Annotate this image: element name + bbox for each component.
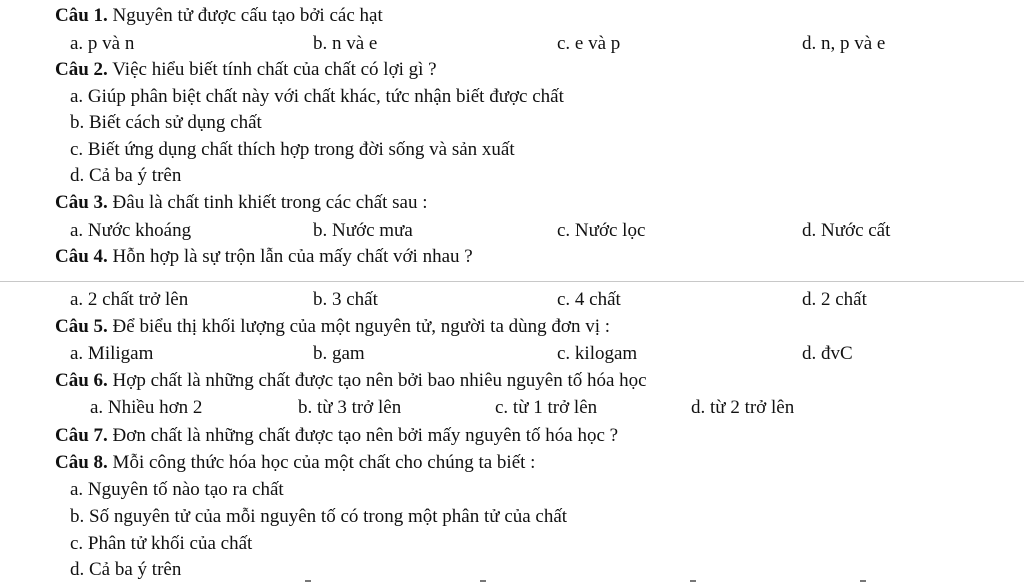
- option: b. gam: [313, 343, 365, 364]
- question-number: Câu 1.: [55, 5, 108, 26]
- question-8: [55, 452, 535, 474]
- question-text: Đơn chất là những chất được tạo nên bởi mấy nguyên tố hóa học ?: [112, 425, 619, 446]
- page-divider: [0, 281, 1024, 282]
- question-5: [55, 316, 610, 338]
- option: d. Cả ba ý trên: [70, 165, 182, 186]
- option: b. Biết cách sử dụng chất: [70, 112, 262, 133]
- option: b. Nước mưa: [313, 220, 413, 241]
- option: c. Biết ứng dụng chất thích hợp trong đời sống và sản xuất: [70, 139, 515, 160]
- cut-off-text-fragments: [0, 580, 1024, 587]
- question-number: Câu 5.: [55, 316, 108, 337]
- option: d. 2 chất: [802, 289, 867, 310]
- option: a. Nguyên tố nào tạo ra chất: [70, 479, 284, 500]
- option: a. 2 chất trở lên: [70, 289, 189, 310]
- question-text: Hỗn hợp là sự trộn lẫn của mấy chất với nhau ?: [112, 246, 473, 267]
- option: a. Nhiều hơn 2: [90, 397, 203, 418]
- option: d. Cả ba ý trên: [70, 559, 182, 580]
- option: c. từ 1 trở lên: [495, 397, 598, 418]
- option: b. Số nguyên tử của mỗi nguyên tố có trong một phân tử của chất: [70, 506, 568, 527]
- question-number: Câu 3.: [55, 192, 108, 213]
- option: a. Nước khoáng: [70, 220, 192, 241]
- option: d. từ 2 trở lên: [691, 397, 795, 418]
- question-text: Hợp chất là những chất được tạo nên bởi bao nhiêu nguyên tố hóa học: [112, 370, 647, 391]
- question-3: [55, 192, 428, 214]
- option: c. 4 chất: [557, 289, 621, 310]
- question-2: [55, 59, 437, 81]
- option: c. kilogam: [557, 343, 638, 364]
- option: b. từ 3 trở lên: [298, 397, 402, 418]
- option: c. Nước lọc: [557, 220, 646, 241]
- option: d. Nước cất: [802, 220, 891, 241]
- option: d. n, p và e: [802, 33, 886, 54]
- question-7: [55, 425, 618, 447]
- option: c. Phân tử khối của chất: [70, 533, 253, 554]
- option: a. Giúp phân biệt chất này với chất khác, tức nhận biết được chất: [70, 86, 564, 107]
- question-number: Câu 2.: [55, 59, 108, 80]
- question-text: Việc hiểu biết tính chất của chất có lợi gì ?: [112, 59, 437, 80]
- question-number: Câu 8.: [55, 452, 108, 473]
- option: a. p và n: [70, 33, 135, 54]
- question-6: [55, 370, 647, 392]
- question-text: Nguyên tử được cấu tạo bởi các hạt: [112, 5, 383, 26]
- question-number: Câu 4.: [55, 246, 108, 267]
- option: b. n và e: [313, 33, 378, 54]
- option: d. đvC: [802, 343, 853, 364]
- question-text: Đâu là chất tinh khiết trong các chất sau :: [112, 192, 428, 213]
- question-number: Câu 6.: [55, 370, 108, 391]
- option: a. Miligam: [70, 343, 154, 364]
- question-number: Câu 7.: [55, 425, 108, 446]
- question-1: [55, 5, 383, 27]
- question-text: Mỗi công thức hóa học của một chất cho chúng ta biết :: [112, 452, 536, 473]
- option: c. e và p: [557, 33, 621, 54]
- question-text: Để biểu thị khối lượng của một nguyên tử, người ta dùng đơn vị :: [112, 316, 610, 337]
- question-4: [55, 246, 473, 268]
- option: b. 3 chất: [313, 289, 378, 310]
